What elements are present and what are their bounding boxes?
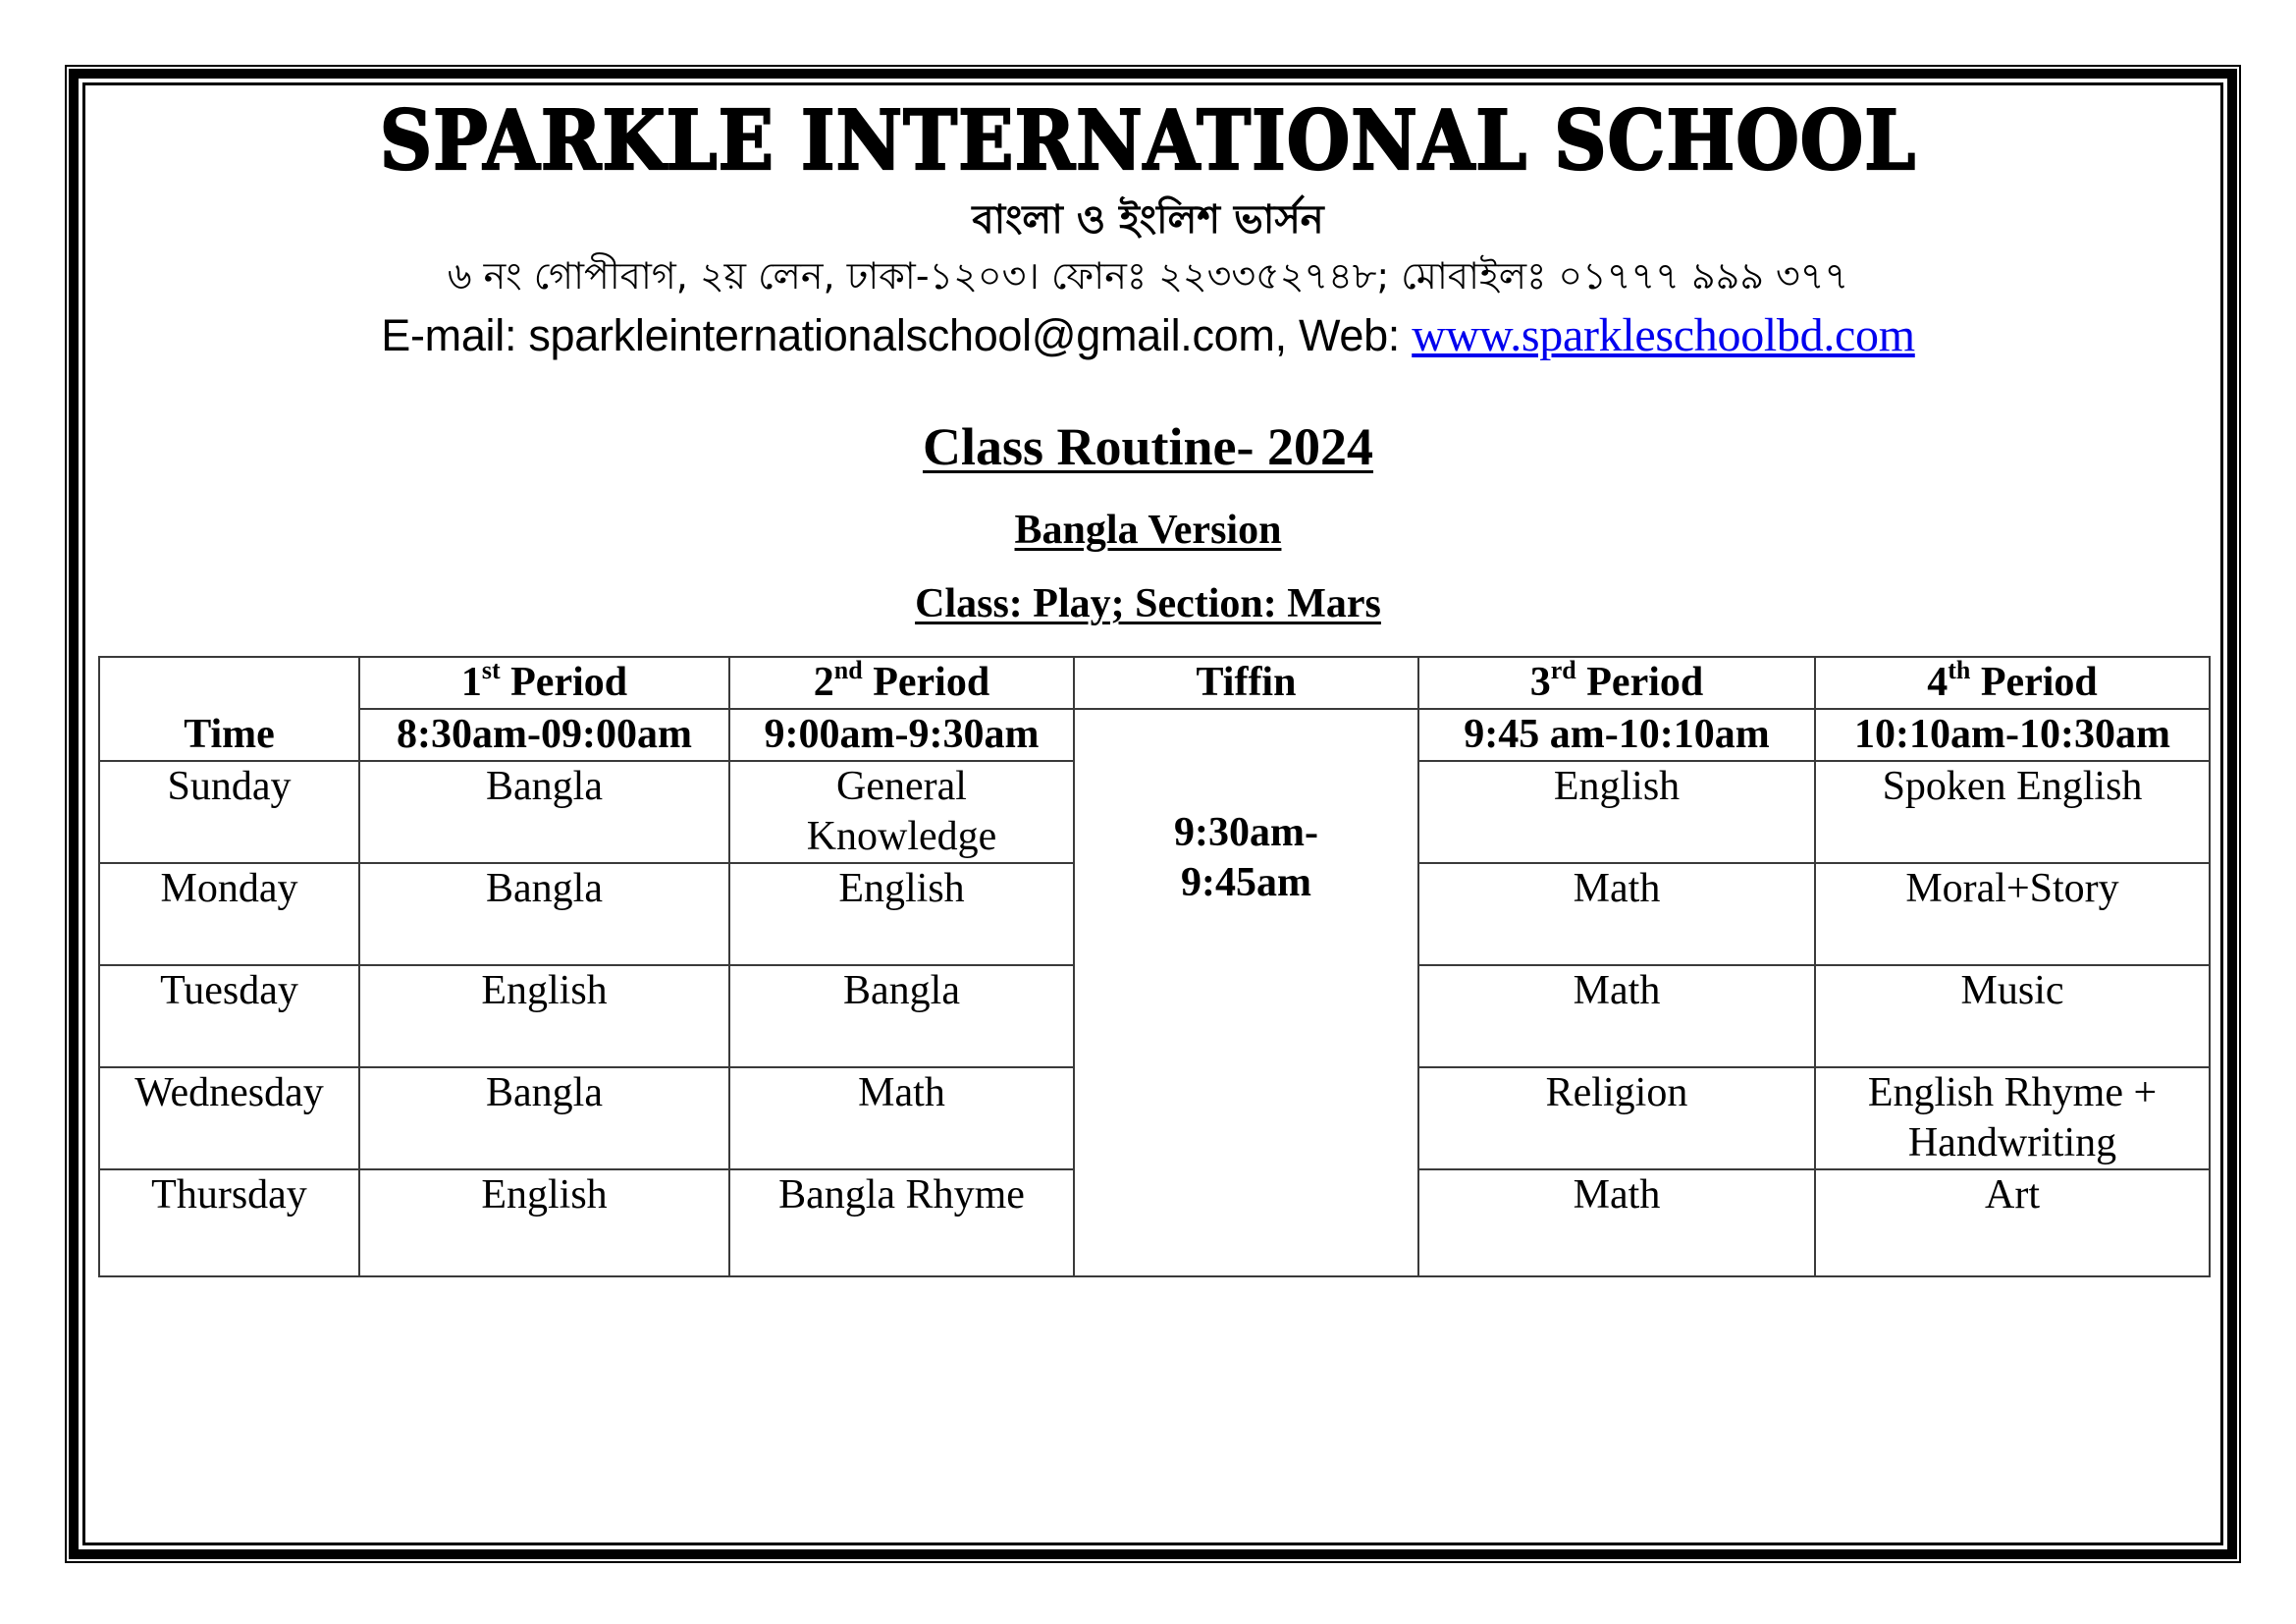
- version-bangla: বাংলা ও ইংলিশ ভার্সন: [972, 197, 1324, 243]
- header-row-times: [99, 709, 2210, 761]
- period-1-time: 8:30am-09:00am: [359, 709, 729, 761]
- period-1-header: 1st Period: [359, 657, 729, 709]
- period-2-subject: Math: [729, 1067, 1074, 1169]
- period-3-subject: Religion: [1418, 1067, 1815, 1169]
- day-cell: Tuesday: [99, 965, 359, 1067]
- routine-table: [98, 656, 2211, 1277]
- period-4-header: 4th Period: [1815, 657, 2210, 709]
- period-4-subject: Music: [1815, 965, 2210, 1067]
- period-4-subject: Moral+Story: [1815, 863, 2210, 965]
- period-3-subject: Math: [1418, 965, 1815, 1067]
- period-2-subject: General Knowledge: [729, 761, 1074, 863]
- routine-version: Bangla Version: [1014, 508, 1282, 553]
- class-section-info: Class: Play; Section: Mars: [915, 581, 1381, 626]
- period-3-subject: Math: [1418, 863, 1815, 965]
- period-2-header: 2nd Period: [729, 657, 1074, 709]
- day-cell: Wednesday: [99, 1067, 359, 1169]
- tiffin-time-cell: [1074, 709, 1418, 1276]
- website-link[interactable]: www.sparkleschoolbd.com: [1412, 309, 1915, 361]
- period-4-subject: Art: [1815, 1169, 2210, 1276]
- period-1-subject: Bangla: [359, 761, 729, 863]
- period-1-subject: Bangla: [359, 1067, 729, 1169]
- period-2-time: 9:00am-9:30am: [729, 709, 1074, 761]
- period-2-subject: English: [729, 863, 1074, 965]
- period-2-subject: Bangla Rhyme: [729, 1169, 1074, 1276]
- routine-title: Class Routine- 2024: [922, 417, 1374, 476]
- email-text: E-mail: sparkleinternationalschool@gmail.com, Web:: [381, 310, 1413, 360]
- period-3-time: 9:45 am-10:10am: [1418, 709, 1815, 761]
- time-header: Time: [99, 657, 359, 761]
- period-4-subject: English Rhyme + Handwriting: [1815, 1067, 2210, 1169]
- period-3-header: 3rd Period: [1418, 657, 1815, 709]
- contact-line: [0, 308, 2296, 362]
- day-cell: Thursday: [99, 1169, 359, 1276]
- day-cell: Monday: [99, 863, 359, 965]
- period-1-subject: English: [359, 965, 729, 1067]
- period-1-subject: English: [359, 1169, 729, 1276]
- tiffin-time-line1: 9:30am-: [1174, 810, 1318, 855]
- period-4-subject: Spoken English: [1815, 761, 2210, 863]
- period-4-time: 10:10am-10:30am: [1815, 709, 2210, 761]
- period-3-subject: Math: [1418, 1169, 1815, 1276]
- address-bangla: ৬ নং গোপীবাগ, ২য় লেন, ঢাকা-১২০৩। ফোনঃ ২২৩৩৫২৭৪৮; মোবাইলঃ ০১৭৭৭ ৯৯৯ ৩৭৭: [447, 254, 1849, 298]
- header-row-periods: [99, 657, 2210, 709]
- school-name: SPARKLE INTERNATIONAL SCHOOL: [379, 94, 1917, 189]
- tiffin-header: Tiffin: [1074, 657, 1418, 709]
- period-1-subject: Bangla: [359, 863, 729, 965]
- tiffin-time-line2: 9:45am: [1181, 860, 1311, 905]
- day-cell: Sunday: [99, 761, 359, 863]
- period-3-subject: English: [1418, 761, 1815, 863]
- period-2-subject: Bangla: [729, 965, 1074, 1067]
